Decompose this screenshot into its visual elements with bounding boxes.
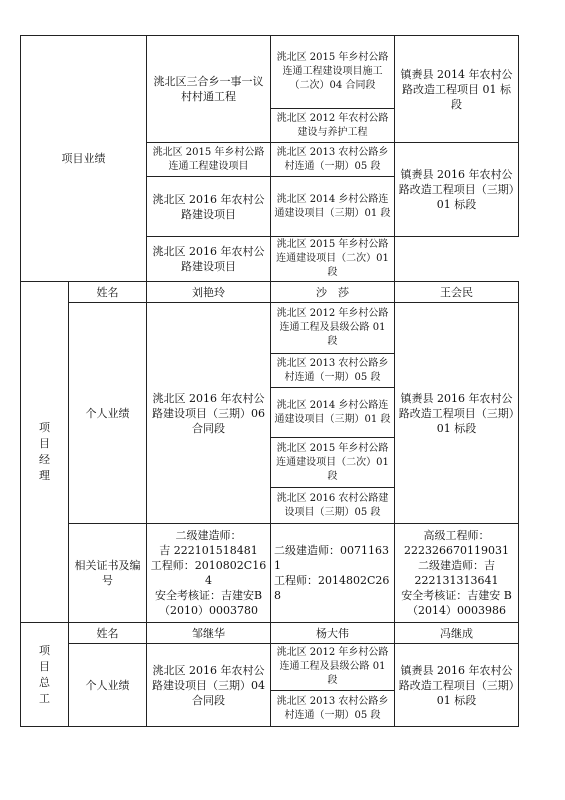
mid-project-3: 洮北区 2013 农村公路乡村连通（一期）05 段 <box>271 143 395 177</box>
chief-perf-mid-1: 洮北区 2012 年乡村公路连通工程及县级公路 01 段 <box>271 644 395 691</box>
group-label-chief-engineer-text: 项目总工 <box>39 643 50 705</box>
chief-name-2: 杨大伟 <box>271 623 395 644</box>
mid-project-5: 洮北区 2015 年乡村公路连通建设项目（二次）01 段 <box>271 237 395 282</box>
perf-label: 个人业绩 <box>69 303 147 524</box>
left-project-2: 洮北区 2015 年乡村公路连通工程建设项目 <box>147 143 271 177</box>
mid-project-4: 洮北区 2014 乡村公路连通建设项目（三期）01 段 <box>271 177 395 237</box>
name-label: 姓名 <box>69 282 147 303</box>
manager-perf-mid-5: 洮北区 2016 农村公路建设项目（三期）05 段 <box>271 488 395 524</box>
manager-perf-3: 镇赉县 2016 年农村公路改造工程项目（三期）01 标段 <box>395 303 519 524</box>
chief-perf-1: 洮北区 2016 年农村公路建设项目（三期）04 合同段 <box>147 644 271 727</box>
cert-label: 相关证书及编号 <box>69 524 147 623</box>
mid-project-2: 洮北区 2012 年农村公路建设与养护工程 <box>271 109 395 143</box>
chief-name-3: 冯继成 <box>395 623 519 644</box>
manager-cert-1: 二级建造师： 吉 222101518481 工程师：2010802C164 安全考核证：吉建安B（2010）0003780 <box>147 524 271 623</box>
manager-perf-mid-3: 洮北区 2014 乡村公路连通建设项目（三期）01 段 <box>271 388 395 438</box>
manager-cert-2: 二级建造师：00711631 工程师：2014802C268 <box>271 524 395 623</box>
chief-name-1: 邹继华 <box>147 623 271 644</box>
right-project-2: 镇赉县 2016 年农村公路改造工程项目（三期）01 标段 <box>395 143 519 237</box>
right-project-1: 镇赉县 2014 年农村公路改造工程项目 01 标段 <box>395 36 519 143</box>
name-label-2: 姓名 <box>69 623 147 644</box>
group-label-manager <box>21 282 69 623</box>
chief-perf-mid-2: 洮北区 2013 农村公路乡村连通（一期）05 段 <box>271 691 395 727</box>
manager-perf-mid-2: 洮北区 2013 农村公路乡村连通（一期）05 段 <box>271 354 395 388</box>
manager-cert-3: 高级工程师： 222326670119031 二级建造师：吉 222131313641 安全考核证：吉建安 B（2014）0003986 <box>395 524 519 623</box>
left-project-1: 洮北区三合乡一事一议村村通工程 <box>147 36 271 143</box>
group-label-manager-text: 项目经理 <box>39 421 50 482</box>
left-project-3: 洮北区 2016 年农村公路建设项目 <box>147 177 271 237</box>
manager-name-2: 沙 莎 <box>271 282 395 303</box>
manager-perf-mid-4: 洮北区 2015 年乡村公路连通建设项目（二次）01 段 <box>271 438 395 488</box>
chief-perf-3: 镇赉县 2016 年农村公路改造工程项目（三期）01 标段 <box>395 644 519 727</box>
perf-label-2: 个人业绩 <box>69 644 147 727</box>
manager-perf-1: 洮北区 2016 年农村公路建设项目（三期）06 合同段 <box>147 303 271 524</box>
left-project-4: 洮北区 2016 年农村公路建设项目 <box>147 237 271 282</box>
group-label-chief-engineer <box>21 623 69 727</box>
manager-name-1: 刘艳玲 <box>147 282 271 303</box>
mid-project-1: 洮北区 2015 年乡村公路连通工程建设项目施工（二次）04 合同段 <box>271 36 395 109</box>
section-label-performance: 项目业绩 <box>21 36 147 282</box>
manager-name-3: 王会民 <box>395 282 519 303</box>
qualification-table <box>20 35 519 727</box>
manager-perf-mid-1: 洮北区 2012 年乡村公路连通工程及县级公路 01 段 <box>271 303 395 354</box>
